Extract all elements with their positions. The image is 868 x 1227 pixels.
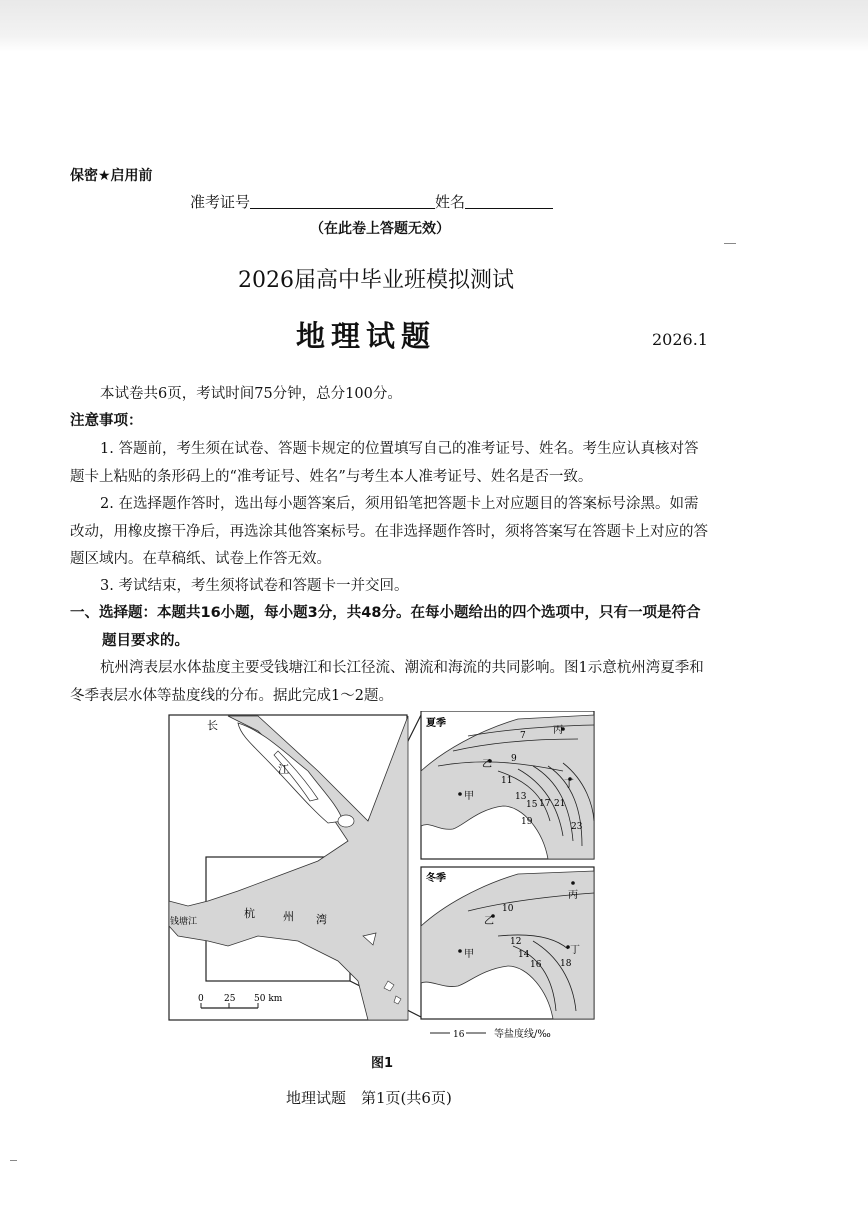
- candidate-info-line: [190, 191, 553, 212]
- summer-iso-15: 15: [526, 800, 538, 810]
- scale-50: 50 km: [254, 994, 283, 1004]
- legend: [430, 1027, 551, 1040]
- exam-id-blank: [250, 194, 435, 209]
- winter-point-yi: 乙: [484, 916, 494, 927]
- paper-info: 本试卷共6页，考试时间75分钟，总分100分。: [100, 386, 402, 402]
- name-label: 姓名: [435, 193, 466, 211]
- winter-point-ding: 丁: [570, 945, 580, 956]
- name-blank: [465, 194, 553, 209]
- page-footer: 地理试题 第1页(共6页): [286, 1089, 452, 1107]
- figure-1: [168, 711, 600, 1045]
- confidential-mark: 保密★启用前: [70, 168, 153, 184]
- winter-iso-12: 12: [510, 937, 522, 947]
- winter-point-bing: 丙: [568, 890, 578, 901]
- label-chang: 长: [207, 719, 218, 732]
- summer-point-ding: 丁: [564, 779, 574, 790]
- salinity-map-figure: [168, 711, 600, 1045]
- summer-iso-23: 23: [571, 822, 583, 832]
- winter-iso-16: 16: [530, 960, 542, 970]
- scan-top-shadow: [0, 0, 868, 52]
- summer-label: 夏季: [426, 718, 446, 729]
- label-wan: 湾: [316, 913, 327, 926]
- summer-iso-11: 11: [501, 776, 513, 786]
- scale-0: 0: [198, 994, 204, 1004]
- summer-iso-13: 13: [515, 792, 527, 802]
- edge-scan-mark: [10, 1160, 17, 1161]
- winter-label: 冬季: [426, 873, 446, 884]
- section-heading: 一、选择题：本题共16小题，每小题3分，共48分。在每小题给出的四个选项中，只有一项是符合题目要求的。: [70, 605, 701, 649]
- summer-iso-17: 17: [539, 799, 551, 809]
- notice-item-2: 2. 在选择题作答时，选出每小题答案后，须用铅笔把答题卡上对应题目的答案标号涂黑。如需改动，用橡皮擦干净后，再选涂其他答案标号。在非选择题作答时，须将答案写在答题卡上对应的答题区域内。在草稿纸、试卷上作答无效。: [70, 496, 708, 567]
- summer-point-bing: 丙: [553, 725, 563, 736]
- exam-date: 2026.1: [652, 330, 708, 349]
- figure-caption: 图1: [371, 1056, 394, 1071]
- legend-sample-value: 16: [453, 1030, 465, 1040]
- summer-iso-9: 9: [511, 754, 517, 764]
- scale-25: 25: [224, 994, 236, 1004]
- subject-title: 地理试题: [296, 319, 437, 353]
- question-passage: 杭州湾表层水体盐度主要受钱塘江和长江径流、潮流和海流的共同影响。图1示意杭州湾夏季和冬季表层水体等盐度线的分布。据此完成1～2题。: [70, 660, 704, 704]
- label-zhou: 州: [283, 910, 294, 923]
- winter-iso-14: 14: [518, 950, 530, 960]
- exam-id-label: 准考证号: [190, 193, 251, 211]
- winter-iso-18: 18: [560, 959, 572, 969]
- edge-scan-mark: [724, 243, 736, 244]
- summer-point-jia: 甲: [464, 791, 474, 802]
- label-qiantangjiang: 钱塘江: [170, 917, 198, 927]
- summer-inset: [421, 715, 594, 859]
- winter-iso-10: 10: [502, 904, 514, 914]
- summer-iso-21: 21: [554, 799, 566, 809]
- summer-point-yi: 乙: [482, 759, 492, 770]
- label-hang: 杭: [244, 907, 255, 920]
- notice-item-3: 3. 考试结束，考生须将试卷和答题卡一并交回。: [100, 578, 409, 594]
- notice-heading: 注意事项：: [70, 413, 143, 429]
- scale-bar: [198, 994, 283, 1008]
- exam-title: 2026届高中毕业班模拟测试: [238, 268, 514, 293]
- main-map-sea: [169, 716, 408, 1020]
- label-jiang: 江: [278, 763, 289, 776]
- winter-inset: [421, 871, 594, 1019]
- notice-item-1: 1. 答题前，考生须在试卷、答题卡规定的位置填写自己的准考证号、姓名。考生应认真核对答题卡上粘贴的条形码上的“准考证号、姓名”与考生本人准考证号、姓名是否一致。: [70, 441, 699, 485]
- legend-text: 等盐度线/‰: [494, 1029, 551, 1040]
- winter-point-jia: 甲: [464, 949, 474, 960]
- summer-iso-19: 19: [521, 817, 533, 827]
- summer-iso-7: 7: [520, 731, 526, 741]
- invalid-note: （在此卷上答题无效）: [310, 221, 450, 237]
